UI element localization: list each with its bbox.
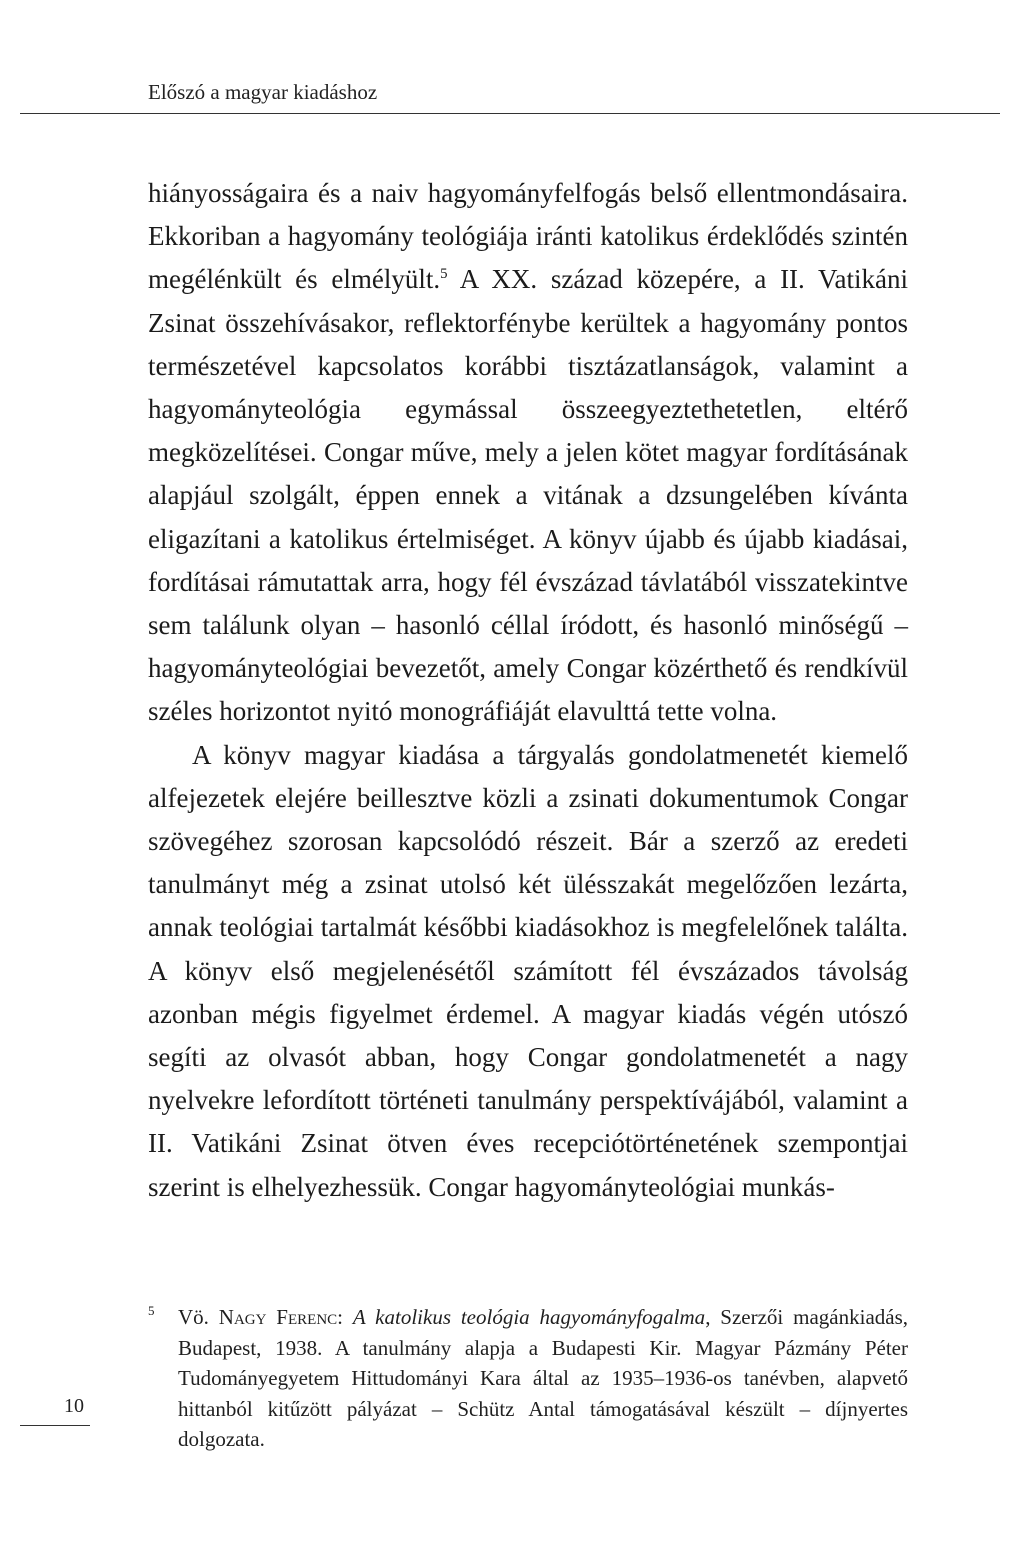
running-head: Előszó a magyar kiadáshoz xyxy=(148,80,378,104)
footnote-reference: 5 xyxy=(440,266,448,283)
footnote-colon: : xyxy=(337,1305,353,1329)
footnote-author: Nagy Ferenc xyxy=(218,1305,338,1329)
paragraph-1-text-b: A XX. század közepére, a II. Vatikáni Zsinat összehívásakor, reflektorfénybe kerültek a hagyomány pontos természetével kapcsolatos korábbi tisztázatlanságok, valamint a hagyományteológia egymással összeegyeztethetetlen, eltérő megközelítései. Congar műve, mely a jelen kötet magyar fordításának alapjául szolgált, éppen ennek a vitának a dzsungelében kívánta eligazítani a katolikus értelmiséget. A könyv újabb és újabb kiadásai, fordításai rámutattak arra, hogy fél évszázad távlatából visszatekintve sem találunk olyan – hasonló céllal íródott, és hasonló minőségű – hagyományteológiai bevezetőt, amely Congar közérthető és rendkívül széles horizontot nyitó monográfiáját elavulttá tette volna. xyxy=(148,264,908,727)
paragraph-1-text-a: hiányosságaira és a naiv hagyományfelfogás belső ellentmondásaira. Ekkoriban a hagyomány teológiája iránti katolikus érdeklődés szintén megélénkült és elmélyült. xyxy=(148,178,908,295)
paragraph-1 xyxy=(148,172,908,734)
paragraph-2: A könyv magyar kiadása a tárgyalás gondolatmenetét kiemelő alfejezetek elejére beillesztve közli a zsinati dokumentumok Congar szövegéhez szorosan kapcsolódó részeit. Bár a szerző az eredeti tanulmányt még a zsinat utolsó két ülésszakát megelőzően lezárta, annak teológiai tartalmát későbbi kiadásokhoz is megfelelőnek találta. A könyv első megjelenésétől számított fél évszázados távolság azonban mégis figyelmet érdemel. A magyar kiadás végén utószó segíti az olvasót abban, hogy Congar gondolatmenetét a nagy nyelvekre lefordított történeti tanulmány perspektívájából, valamint a II. Vatikáni Zsinat ötven éves recepciótörténetének szempontjai szerint is elhelyezhessük. Congar hagyományteológiai munkás- xyxy=(148,739,908,1202)
footnote-prefix: Vö. xyxy=(178,1305,219,1329)
footnote-rest: , Szerzői magánkiadás, Budapest, 1938. A tanulmány alapja a Budapesti Kir. Magyar Pázmány Péter Tudományegyetem Hittudományi Kara által az 1935–1936-os tanévben, alapvető hittanból kitűzött pályázat – Schütz Antal támogatásával készült – díjnyertes dolgozata. xyxy=(178,1305,909,1451)
page-number: 10 xyxy=(64,1395,84,1417)
page-number-rule xyxy=(20,1425,90,1426)
main-text xyxy=(148,172,908,1209)
header-rule xyxy=(20,113,1000,114)
footnotes xyxy=(148,1302,908,1455)
footnote-book-title: A katolikus teológia hagyományfogalma xyxy=(352,1305,706,1329)
footnote-5 xyxy=(148,1302,908,1455)
footnote-mark: 5 xyxy=(148,1303,155,1318)
